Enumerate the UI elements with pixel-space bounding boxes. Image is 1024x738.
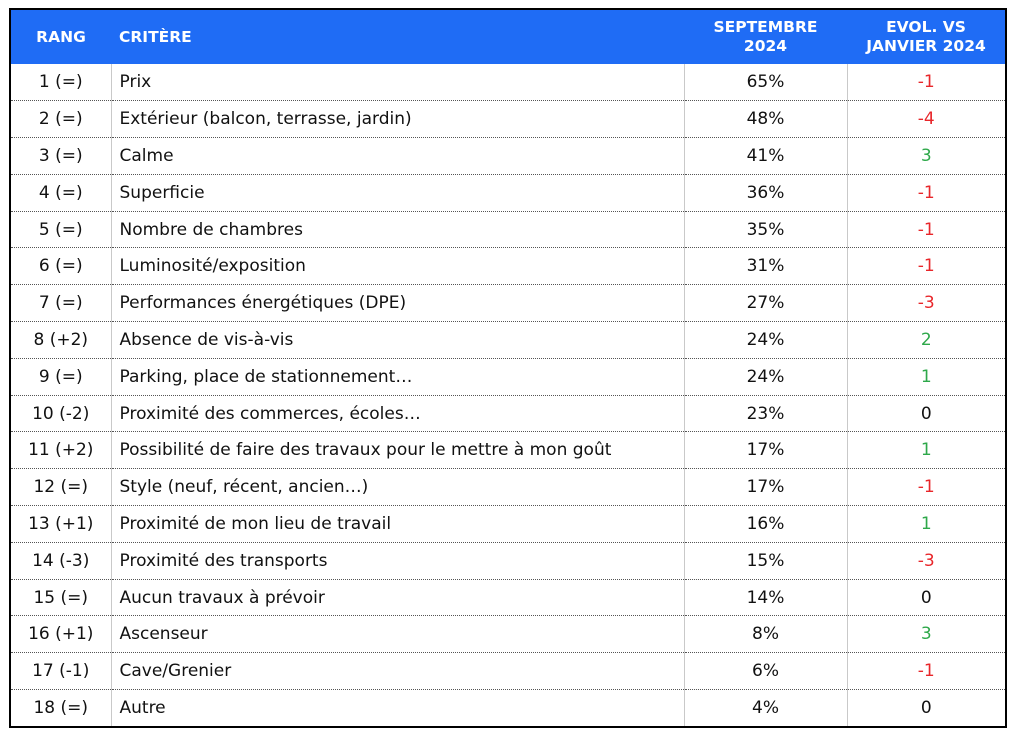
percentage-cell: 4% — [684, 690, 847, 727]
percentage-cell: 65% — [684, 64, 847, 101]
criterion-cell: Prix — [111, 64, 684, 101]
evolution-cell: -1 — [847, 469, 1005, 506]
criterion-cell: Style (neuf, récent, ancien…) — [111, 469, 684, 506]
rank-cell: 7 (=) — [11, 285, 111, 322]
header-rang: RANG — [36, 27, 86, 46]
percentage-cell: 27% — [684, 285, 847, 322]
table-row — [11, 506, 1005, 543]
table-row — [11, 432, 1005, 469]
rank-cell: 18 (=) — [33, 698, 89, 719]
percentage-cell: 31% — [684, 248, 847, 285]
criterion-cell: Ascenseur — [111, 616, 684, 653]
percentage-cell: 6% — [684, 653, 847, 690]
percentage-cell: 41% — [684, 138, 847, 175]
rank-cell: 15 (=) — [11, 579, 111, 616]
criterion-cell: Nombre de chambres — [111, 211, 684, 248]
table-row — [11, 616, 1005, 653]
criterion-cell: Proximité des transports — [111, 542, 684, 579]
criterion-cell: Proximité de mon lieu de travail — [111, 506, 684, 543]
evolution-cell: -1 — [847, 211, 1005, 248]
rank-cell: 1 (=) — [11, 64, 111, 101]
criterion-cell: Autre — [111, 690, 684, 727]
table-row — [11, 579, 1005, 616]
evolution-cell: -1 — [847, 248, 1005, 285]
table-row — [11, 358, 1005, 395]
criterion-cell: Calme — [111, 138, 684, 175]
table-row — [11, 248, 1005, 285]
criterion-cell: Parking, place de stationnement… — [111, 358, 684, 395]
evolution-cell: 0 — [847, 395, 1005, 432]
rank-cell: 6 (=) — [11, 248, 111, 285]
table-row — [11, 690, 1005, 727]
evolution-cell: -4 — [847, 101, 1005, 138]
percentage-cell: 15% — [684, 542, 847, 579]
percentage-cell: 35% — [684, 211, 847, 248]
rank-cell: 11 (+2) — [11, 432, 111, 469]
criterion-cell: Proximité des commerces, écoles… — [111, 395, 684, 432]
evolution-cell: 3 — [847, 138, 1005, 175]
percentage-cell: 17% — [684, 469, 847, 506]
evolution-cell: 0 — [847, 690, 1005, 727]
header-septembre-2024 — [684, 10, 847, 64]
criterion-cell: Cave/Grenier — [111, 653, 684, 690]
table-row — [11, 653, 1005, 690]
rank-cell: 13 (+1) — [11, 506, 111, 543]
table-row — [11, 64, 1005, 101]
header-evolution — [847, 10, 1005, 64]
header-evol-line2: JANVIER 2024 — [866, 37, 986, 55]
rank-cell: 9 (=) — [11, 358, 111, 395]
ranking-table-frame — [9, 8, 1007, 728]
percentage-cell: 14% — [684, 579, 847, 616]
evolution-cell: 1 — [847, 506, 1005, 543]
evolution-cell: -1 — [847, 64, 1005, 101]
rank-cell: 12 (=) — [11, 469, 111, 506]
percentage-cell: 16% — [684, 506, 847, 543]
percentage-cell: 24% — [684, 322, 847, 359]
table-row — [11, 101, 1005, 138]
rank-cell: 8 (+2) — [11, 322, 111, 359]
table-row — [11, 322, 1005, 359]
criterion-cell: Luminosité/exposition — [111, 248, 684, 285]
criterion-cell: Extérieur (balcon, terrasse, jardin) — [111, 101, 684, 138]
evolution-cell: -3 — [847, 542, 1005, 579]
evolution-cell: -1 — [847, 174, 1005, 211]
ranking-table — [11, 10, 1005, 726]
header-critere: CRITÈRE — [119, 27, 192, 46]
evolution-cell: -3 — [847, 285, 1005, 322]
percentage-cell: 17% — [684, 432, 847, 469]
evolution-cell: 1 — [847, 432, 1005, 469]
criterion-cell: Possibilité de faire des travaux pour le mettre à mon goût — [111, 432, 684, 469]
rank-cell: 17 (-1) — [11, 653, 111, 690]
table-header — [11, 10, 1005, 64]
table-row — [11, 174, 1005, 211]
percentage-cell: 48% — [684, 101, 847, 138]
header-row — [11, 10, 1005, 64]
criterion-cell: Superficie — [111, 174, 684, 211]
table-row — [11, 395, 1005, 432]
evolution-cell: -1 — [847, 653, 1005, 690]
table-row — [11, 469, 1005, 506]
rank-cell: 4 (=) — [11, 174, 111, 211]
evolution-cell: 2 — [847, 322, 1005, 359]
table-row — [11, 285, 1005, 322]
header-evol-line1: EVOL. VS — [886, 18, 966, 36]
rank-cell: 10 (-2) — [11, 395, 111, 432]
rank-cell: 14 (-3) — [11, 542, 111, 579]
percentage-cell: 23% — [684, 395, 847, 432]
rank-cell: 3 (=) — [11, 138, 111, 175]
evolution-cell: 3 — [847, 616, 1005, 653]
percentage-cell: 36% — [684, 174, 847, 211]
header-septembre-line1: SEPTEMBRE — [713, 18, 818, 36]
criterion-cell: Performances énergétiques (DPE) — [111, 285, 684, 322]
evolution-cell: 0 — [847, 579, 1005, 616]
table-row — [11, 138, 1005, 175]
criterion-cell: Absence de vis-à-vis — [111, 322, 684, 359]
rank-cell: 2 (=) — [11, 101, 111, 138]
table-row — [11, 542, 1005, 579]
percentage-cell: 8% — [684, 616, 847, 653]
percentage-cell: 24% — [684, 358, 847, 395]
header-septembre-line2: 2024 — [743, 37, 788, 55]
table-row — [11, 211, 1005, 248]
rank-cell: 16 (+1) — [11, 616, 111, 653]
criterion-cell: Aucun travaux à prévoir — [111, 579, 684, 616]
evolution-cell: 1 — [847, 358, 1005, 395]
table-body — [11, 64, 1005, 726]
rank-cell: 5 (=) — [11, 211, 111, 248]
